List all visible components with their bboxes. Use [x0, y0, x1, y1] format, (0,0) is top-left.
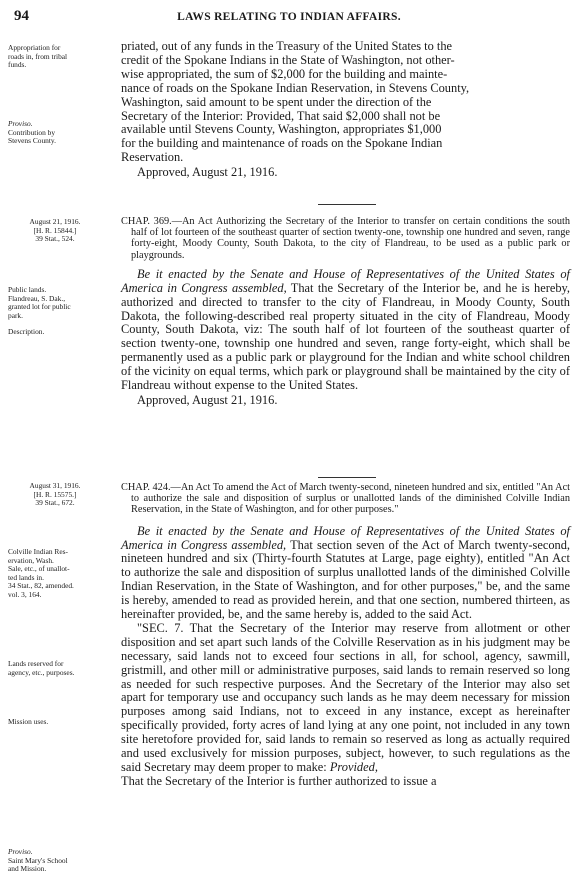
margin-notes-proviso: [8, 120, 116, 146]
section-divider: [318, 204, 376, 205]
margin-note: Colville Indian Res-: [8, 547, 68, 556]
margin-notes-chap424: [20, 482, 90, 508]
margin-notes-lands: [8, 660, 116, 677]
section1-body: [121, 40, 570, 180]
text-line: wise appropriated, the sum of $2,000 for the building and mainte-: [121, 66, 448, 81]
margin-notes-description: [8, 328, 116, 337]
approved-date: Approved, August 21, 1916.: [137, 392, 278, 407]
text-line: available until Stevens County, Washington, appropriates $1,000: [121, 122, 442, 137]
margin-date: August 21, 1916.: [29, 217, 81, 226]
text-line: Washington, said amount to be spent under the direction of the: [121, 94, 432, 109]
page-number: 94: [14, 8, 29, 24]
margin-note: Public lands.: [8, 285, 47, 294]
enacting-clause: Be it enacted by the Senate and House of Representatives of the United States of America in Congress assembled,: [121, 266, 570, 295]
margin-notes-mission: [8, 718, 116, 727]
margin-note: Sale, etc., of unallot-: [8, 564, 70, 574]
margin-notes-chap369: [20, 218, 90, 244]
chapter-title: CHAP. 424.—An Act To amend the Act of March twenty-second, nineteen hundred and six, entitled "An Act to authorize the sale and disposition of surplus or unallotted lands of the diminished Colville Indian Reservation, in the State of Washington, and for other purposes.": [121, 482, 570, 516]
margin-note: park.: [8, 310, 23, 320]
margin-notes-saint-marys: [8, 848, 116, 874]
chapter-text-body: That the Secretary of the Interior be, and he is hereby, authorized and directed to transfer to the city of Flandreau, in Moody County, South Dakota, the following-described real property situated in the city of Flandreau, Moody County, South Dakota, viz: The south half of lot fourteen of the southeast quarter of section twenty-one, township one hundred and seven, range forty-eight, which shall be permanently used as a public park or playground for the Indian and white school children of the vicinity on equal terms, which park or playground shall be maintained by the city of Flandreau without expense to the United States.: [121, 280, 570, 393]
page-header: [14, 8, 564, 28]
margin-notes-public: [8, 286, 116, 320]
chapter-text: That the Secretary of the Interior is further authorized to issue a: [121, 773, 437, 788]
chapter-title: CHAP. 369.—An Act Authorizing the Secretary of the Interior to transfer on certain conditions the south half of lot fourteen of the southeast quarter of section twenty-one, township one hundred and seven, range forty-eight, Moody County, South Dakota, to the city of Flandreau, to be used as a public park or playgrounds.: [121, 216, 570, 261]
margin-bill: [H. R. 15844.]: [33, 225, 77, 235]
running-head: LAWS RELATING TO INDIAN AFFAIRS.: [177, 11, 401, 23]
margin-note: roads in, from tribal: [8, 51, 68, 61]
chapter424-body: [121, 482, 570, 789]
margin-note: Contribution by: [8, 127, 56, 137]
text-line: priated, out of any funds in the Treasury of the United States to the: [121, 39, 453, 53]
margin-note: 34 Stat., 82, amended.: [8, 581, 74, 591]
margin-notes-colville: [8, 548, 116, 600]
margin-note: Flandreau, S. Dak.,: [8, 293, 66, 303]
chapter-text: [121, 622, 570, 775]
margin-note: ervation, Wash.: [8, 555, 54, 565]
chapter369-body: [121, 216, 570, 408]
text-line: for the building and maintenance of roads on the Spokane Indian: [121, 136, 443, 151]
chapter-text: [121, 268, 570, 393]
margin-note: ted lands in.: [8, 572, 44, 582]
enacting-clause: Be it enacted by the Senate and House of Representatives of the United States of America in Congress assembled,: [121, 523, 570, 552]
margin-stat: 39 Stat., 524.: [35, 234, 75, 244]
margin-note: Appropriation for: [8, 43, 61, 52]
text-line: credit of the Spokane Indians in the State of Washington, not other-: [121, 52, 455, 67]
margin-note-proviso: Proviso.: [8, 847, 33, 856]
margin-note: vol. 3, 164.: [8, 589, 42, 599]
margin-stat: 39 Stat., 672.: [35, 498, 75, 508]
chapter-text: [121, 525, 570, 622]
margin-note: Saint Mary's School: [8, 855, 68, 865]
margin-date: August 31, 1916.: [29, 481, 81, 490]
section-divider: [318, 477, 376, 478]
margin-note: granted lot for public: [8, 302, 71, 312]
chapter-text-body: That section seven of the Act of March twenty-second, nineteen hundred and six (Thirty-fourth Statutes at Large, page eighty), entitled "An Act to authorize the sale and disposition of surplus unallotted lands of the diminished Colville Indian Reservation, in the State of Washington, and for other purposes," be, and the same is hereby, amended to read as provided herein, and that one section, numbered thirteen, as hereinafter provided, be, and the same hereby is, added to the said Act.: [121, 537, 571, 622]
approved-date: Approved, August 21, 1916.: [137, 165, 278, 180]
margin-notes-section1: [8, 44, 116, 70]
section7-text: "SEC. 7. That the Secretary of the Interior may reserve from allotment or other disposition and set apart such lands of the Colville Reservation as in his judgment may be necessary, said lands not to exceed four sections in all, for school, agency, sawmill, gristmill, and other mill or administrative purposes, said lands to remain reserved so long as needed for such respective purposes. And the Secretary of the Interior may also set apart for temporary use and occupancy such lands as he may deem necessary for mission purposes among said Indians, not to exceed in any instance, except as hereinafter specifically provided, forty acres of land lying at any one point, not included in any town site heretofore provided for, said lands to remain so reserved as long as actually required and used exclusively for mission purposes, subject, however, to such regulations as the said Secretary may deem proper to make:: [121, 620, 570, 775]
margin-note: and Mission.: [8, 864, 47, 874]
text-line: Reservation.: [121, 150, 184, 165]
margin-note-proviso: Proviso.: [8, 119, 33, 128]
margin-note: agency, etc., purposes.: [8, 667, 75, 677]
margin-note: Lands reserved for: [8, 659, 64, 668]
margin-note: Stevens County.: [8, 136, 56, 146]
margin-note: funds.: [8, 60, 27, 70]
margin-bill: [H. R. 15575.]: [33, 489, 77, 499]
text-line: nance of roads on the Spokane Indian Reservation, in Stevens County,: [121, 80, 470, 95]
provided-word: Provided,: [329, 760, 378, 775]
margin-note: Description.: [8, 327, 45, 336]
text-line: Secretary of the Interior: Provided, That said $2,000 shall not be: [121, 108, 441, 123]
margin-note: Mission uses.: [8, 717, 49, 726]
